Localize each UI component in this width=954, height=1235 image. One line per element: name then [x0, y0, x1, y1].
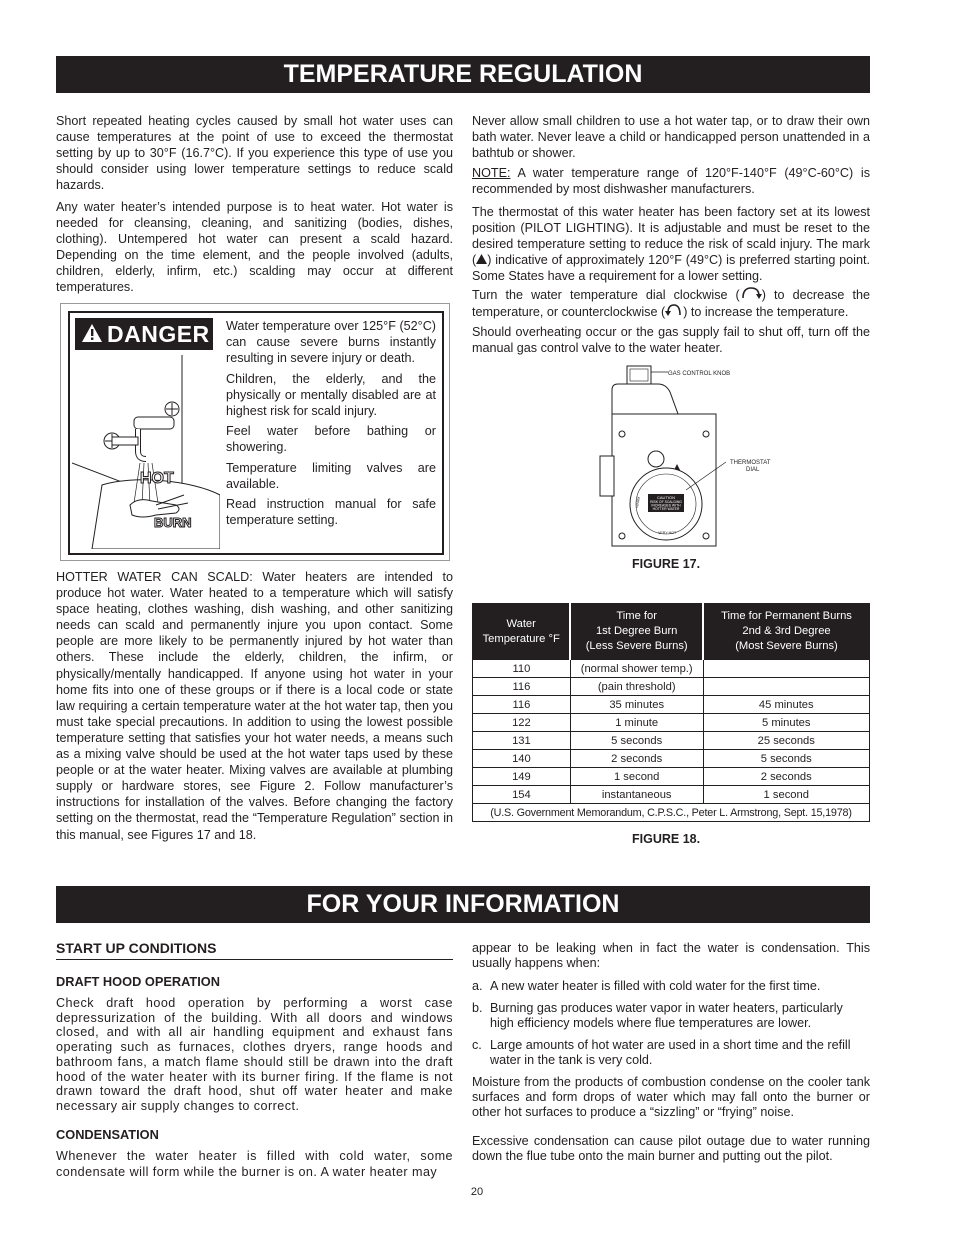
figure-18-caption: FIGURE 18. [632, 832, 701, 846]
list-item-text: Large amounts of hot water are used in a short time and the refill water in the tank is very cold. [490, 1038, 851, 1067]
paragraph-intended-purpose: Any water heater’s intended purpose is to heat water. Hot water is needed for cleansing, cleaning, and sanitizing (bodies, dishes, clothing). Untempered hot water can present a scald hazard. Depending on the time element, and the people involved (adults, children, elderly, infirm, etc.) scalding may occur at different temperatures. [56, 200, 453, 295]
table-header-row [473, 604, 870, 660]
table-cell: 122 [473, 714, 571, 732]
clockwise-arrow-icon [740, 286, 762, 299]
table-cell: 2 seconds [570, 750, 703, 768]
header-line: Time for [616, 610, 657, 622]
caution-line: HOTTER WATER [652, 507, 680, 511]
table-row [473, 768, 870, 786]
hot-art-label: HOT [140, 470, 174, 487]
table-cell [703, 678, 869, 696]
dial-text-a: Turn the water temperature dial clockwise ( [472, 288, 740, 302]
header-line: Temperature °F [482, 632, 560, 645]
danger-line: Read instruction manual for safe temperature setting. [226, 497, 436, 528]
table-footnote-row [473, 804, 870, 822]
figure-17-caption: FIGURE 17. [632, 557, 701, 571]
list-item-label: c. [472, 1038, 482, 1052]
paragraph-small-children: Never allow small children to use a hot water tap, or to draw their own bath water. Never leave a child or handicapped person unattended in a bathtub or shower. [472, 114, 870, 161]
table-cell: 116 [473, 696, 571, 714]
thermostat-text-b: ) indicative of approximately 120°F (49°C) is preferred starting point. Some States have a requirement for a lower setting. [472, 253, 870, 284]
table-cell: 154 [473, 786, 571, 804]
table-cell: 25 seconds [703, 732, 869, 750]
table-row [473, 678, 870, 696]
table-cell: instantaneous [570, 786, 703, 804]
condensation-list-item [472, 978, 870, 996]
gas-control-valve-figure [560, 362, 800, 552]
gas-control-knob-label: GAS CONTROL KNOB [668, 371, 731, 377]
danger-line: Temperature limiting valves are available. [226, 460, 436, 491]
paragraph-excessive-condensation: Excessive condensation can cause pilot outage due to water running down the flue tube onto the main burner and putting out the pilot. [472, 1134, 870, 1163]
caution-line: CAUTION [657, 495, 675, 500]
condensation-list-item [472, 1038, 870, 1072]
table-cell: 110 [473, 660, 571, 678]
condensation-heading: CONDENSATION [56, 1127, 159, 1142]
column-header-water-temperature [473, 604, 571, 660]
danger-line: Children, the elderly, and the physically or mentally disabled are at highest risk for scald injury. [226, 371, 436, 419]
table-cell: 116 [473, 678, 571, 696]
list-item-label: b. [472, 1001, 483, 1015]
table-row [473, 714, 870, 732]
column-header-permanent-burns [703, 604, 869, 660]
table-cell: (normal shower temp.) [570, 660, 703, 678]
header-line: Water [506, 617, 536, 630]
table-cell: 140 [473, 750, 571, 768]
paragraph-dishwasher-note [472, 165, 870, 197]
counterclockwise-arrow-icon [665, 303, 683, 316]
paragraph-hotter-water-can-scald: HOTTER WATER CAN SCALD: Water heaters are intended to produce hot water. Water heated to a temperature which will satisfy space heating, clothes washing, dish washing, and other sanitizing needs can scald and permanently injure you upon contact. Some people are more likely to be permanently injured by hot water than others. These include the elderly, children, the infirm, or physically/mentally handicapped. If anyone using hot water in your home fits into one of these groups or if there is a local code or state law requiring a certain temperature water at the hot water tap, then you must take special precautions. In addition to using the lowest possible temperature setting that satisfies your hot water needs, a means such as a mixing valve should be used at the hot water taps used by these people or at the water heater. Mixing valves are available at plumbing supply or hardware stores, see Figure 2. Follow manufacturer’s instructions for installation of the valves. Before changing the factory setting on the thermostat, read the “Temperature Regulation” section in this manual, see Figures 17 and 18. [56, 570, 453, 842]
paragraph-condensation: Whenever the water heater is filled with cold water, some condensate will form while the burner is on. A water heater may [56, 1149, 453, 1179]
table-cell: 1 minute [570, 714, 703, 732]
table-footnote: (U.S. Government Memorandum, C.P.S.C., Peter L. Armstrong, Sept. 15,1978) [473, 804, 870, 822]
draft-hood-heading: DRAFT HOOD OPERATION [56, 974, 220, 989]
list-item-text: Burning gas produces water vapor in water heaters, particularly high efficiency models where flue temperatures are lower. [490, 1001, 843, 1030]
dial-text-b: ) to decrease the temperature, or counterclockwise ( [472, 288, 870, 320]
start-up-conditions-heading: START UP CONDITIONS [56, 940, 453, 960]
header-line: (Less Severe Burns) [585, 640, 688, 652]
table-row [473, 660, 870, 678]
danger-line: Water temperature over 125°F (52°C) can cause severe burns instantly resulting in severe injury or death. [226, 319, 436, 366]
danger-label [75, 318, 213, 350]
table-row [473, 786, 870, 804]
table-cell: 5 minutes [703, 714, 869, 732]
list-item-label: a. [472, 979, 483, 993]
caution-line: RISK OF SCALDING [650, 500, 682, 504]
dial-text-c: ) to increase the temperature. [683, 305, 849, 320]
table-cell: 2 seconds [703, 768, 869, 786]
header-line: 2nd & 3rd Degree [742, 625, 831, 637]
table-row [473, 732, 870, 750]
warning-triangle-icon [81, 323, 103, 343]
table-cell: 1 second [703, 786, 869, 804]
paragraph-appear-leaking: appear to be leaking when in fact the water is condensation. This usually happens when: [472, 941, 870, 970]
scald-faucet-illustration [72, 355, 220, 549]
table-row [473, 750, 870, 768]
header-line: Time for Permanent Burns [721, 610, 852, 622]
danger-line: Feel water before bathing or showering. [226, 424, 436, 455]
header-line: 1st Degree Burn [595, 625, 678, 637]
table-cell: 149 [473, 768, 571, 786]
section-banner-temperature-regulation: TEMPERATURE REGULATION [56, 56, 870, 93]
table-row [473, 696, 870, 714]
table-cell: 5 seconds [703, 750, 869, 768]
paragraph-short-heating-cycles: Short repeated heating cycles caused by small hot water uses can cause temperatures at the point of use to exceed the thermostat setting by up to 30°F (16.7°C). If you experience this type of use you should consider using lower temperature settings to reduce scald hazards. [56, 114, 453, 193]
burn-art-label: BURN [154, 515, 192, 530]
paragraph-thermostat-factory-set [472, 204, 870, 284]
condensation-list-item [472, 1001, 870, 1035]
section-banner-for-your-information: FOR YOUR INFORMATION [56, 886, 870, 923]
danger-warning-box [60, 303, 450, 561]
table-cell: 5 seconds [570, 732, 703, 750]
note-label: NOTE: [472, 166, 511, 180]
table-cell: (pain threshold) [570, 678, 703, 696]
burn-time-table [472, 603, 870, 822]
danger-label-text: DANGER [107, 321, 210, 347]
thermostat-dial-label: THERMOSTAT [730, 460, 771, 466]
header-line: (Most Severe Burns) [735, 640, 838, 652]
note-text: A water temperature range of 120°F-140°F (49°C-60°C) is recommended by most dishwasher manufacturers. [472, 166, 870, 197]
danger-text-column [226, 318, 436, 532]
list-item-text: A new water heater is filled with cold water for the first time. [490, 979, 821, 993]
table-cell: 35 minutes [570, 696, 703, 714]
paragraph-moisture: Moisture from the products of combustion condense on the cooler tank surfaces and form drops of water which may fall onto the burner or other hot surfaces to produce a “sizzling” or “frying” noise. [472, 1075, 870, 1119]
caution-line: INCREASES WITH [651, 503, 681, 508]
paragraph-turn-dial [472, 286, 870, 320]
table-cell: 45 minutes [703, 696, 869, 714]
thermostat-text-a: The thermostat of this water heater has been factory set at its lowest position (PILOT LIGHTING). It is adjustable and must be reset to the desired temperature setting to reduce the risk of scald injury. The mark ( [472, 205, 870, 268]
table-cell [703, 660, 869, 678]
dial-very-hot-label: VERY HOT [658, 531, 677, 535]
table-cell: 131 [473, 732, 571, 750]
danger-warning-frame [68, 311, 444, 555]
triangle-mark-icon [476, 254, 487, 264]
paragraph-overheating: Should overheating occur or the gas supply fail to shut off, turn off the manual gas control valve to the water heater. [472, 325, 870, 356]
paragraph-draft-hood: Check draft hood operation by performing a worst case depressurization of the building. With all doors and windows closed, and with all air handling equipment and exhaust fans operating such as furnaces, clothes dryers, range hoods and bathroom fans, a match flame should still be drawn into the draft hood of the water heater with its burner firing. If the flame is not drawn toward the draft hood, shut off water heater and make necessary air supply changes to correct. [56, 996, 453, 1113]
page-number: 20 [470, 1186, 484, 1198]
column-header-first-degree [570, 604, 703, 660]
table-cell: 1 second [570, 768, 703, 786]
thermostat-dial-label: DIAL [746, 467, 760, 473]
dial-warm-label: WARM [635, 496, 641, 509]
